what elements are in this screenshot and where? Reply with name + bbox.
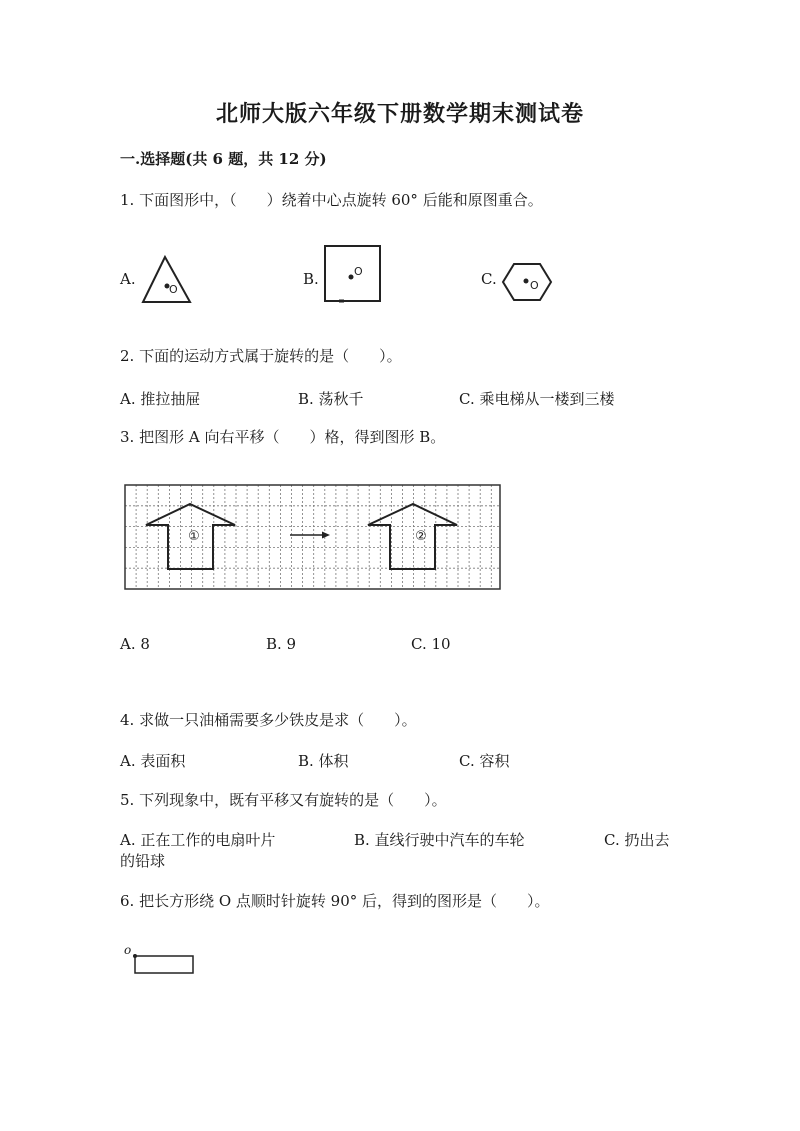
- question-4-option-b: B. 体积: [298, 752, 349, 770]
- question-2-option-a: A. 推拉抽屉: [120, 390, 201, 408]
- question-6-text: 6. 把长方形绕 O 点顺时针旋转 90° 后，得到的图形是（ ）。: [120, 892, 550, 910]
- triangle-figure: [138, 254, 198, 306]
- question-5-option-a: A. 正在工作的电扇叶片: [120, 831, 276, 849]
- hexagon-figure: [500, 261, 555, 303]
- question-5-text: 5. 下列现象中，既有平移又有旋转的是（ ）。: [120, 791, 447, 809]
- rectangle-point-label: o: [124, 943, 132, 957]
- arrow-shape-b: [368, 504, 457, 569]
- question-3-text: 3. 把图形 A 向右平移（ ）格，得到图形 B。: [120, 428, 446, 446]
- question-2-option-b: B. 荡秋千: [298, 390, 364, 408]
- section-heading: 一.选择题(共 6 题，共 12 分): [120, 150, 327, 168]
- question-1-text: 1. 下面图形中，（ ）绕着中心点旋转 60° 后能和原图重合。: [120, 191, 543, 209]
- move-arrow-head: [322, 532, 330, 539]
- question-4-text: 4. 求做一只油桶需要多少铁皮是求（ ）。: [120, 711, 417, 729]
- question-2-option-c: C. 乘电梯从一楼到三楼: [459, 390, 615, 408]
- shape-a-label: ①: [188, 529, 200, 544]
- page-title: 北师大版六年级下册数学期末测试卷: [215, 101, 584, 127]
- question-1-option-c: C.: [481, 270, 497, 288]
- question-5-option-b: B. 直线行驶中汽车的车轮: [354, 831, 525, 849]
- question-3-option-b: B. 9: [266, 635, 297, 653]
- question-1-option-a: A.: [120, 270, 136, 288]
- triangle-center-label: O: [169, 283, 178, 296]
- question-2-text: 2. 下面的运动方式属于旋转的是（ ）。: [120, 347, 402, 365]
- question-5-option-c: C. 扔出去: [604, 831, 670, 849]
- question-5-option-c-continuation: 的铅球: [120, 852, 166, 870]
- rectangle-figure: [122, 942, 202, 978]
- grid-figure: [124, 484, 504, 594]
- shape-b-label: ②: [415, 529, 427, 544]
- question-4-option-a: A. 表面积: [120, 752, 186, 770]
- question-3-option-c: C. 10: [411, 635, 451, 653]
- rectangle-shape: [135, 956, 193, 973]
- hexagon-center-label: O: [530, 279, 539, 292]
- grid-border: [125, 485, 500, 589]
- square-figure: [322, 244, 384, 306]
- square-center-label: O: [354, 265, 363, 278]
- question-3-option-a: A. 8: [120, 635, 150, 653]
- grid-lines: [125, 485, 500, 589]
- question-4-option-c: C. 容积: [459, 752, 510, 770]
- question-1-option-b: B.: [303, 270, 319, 288]
